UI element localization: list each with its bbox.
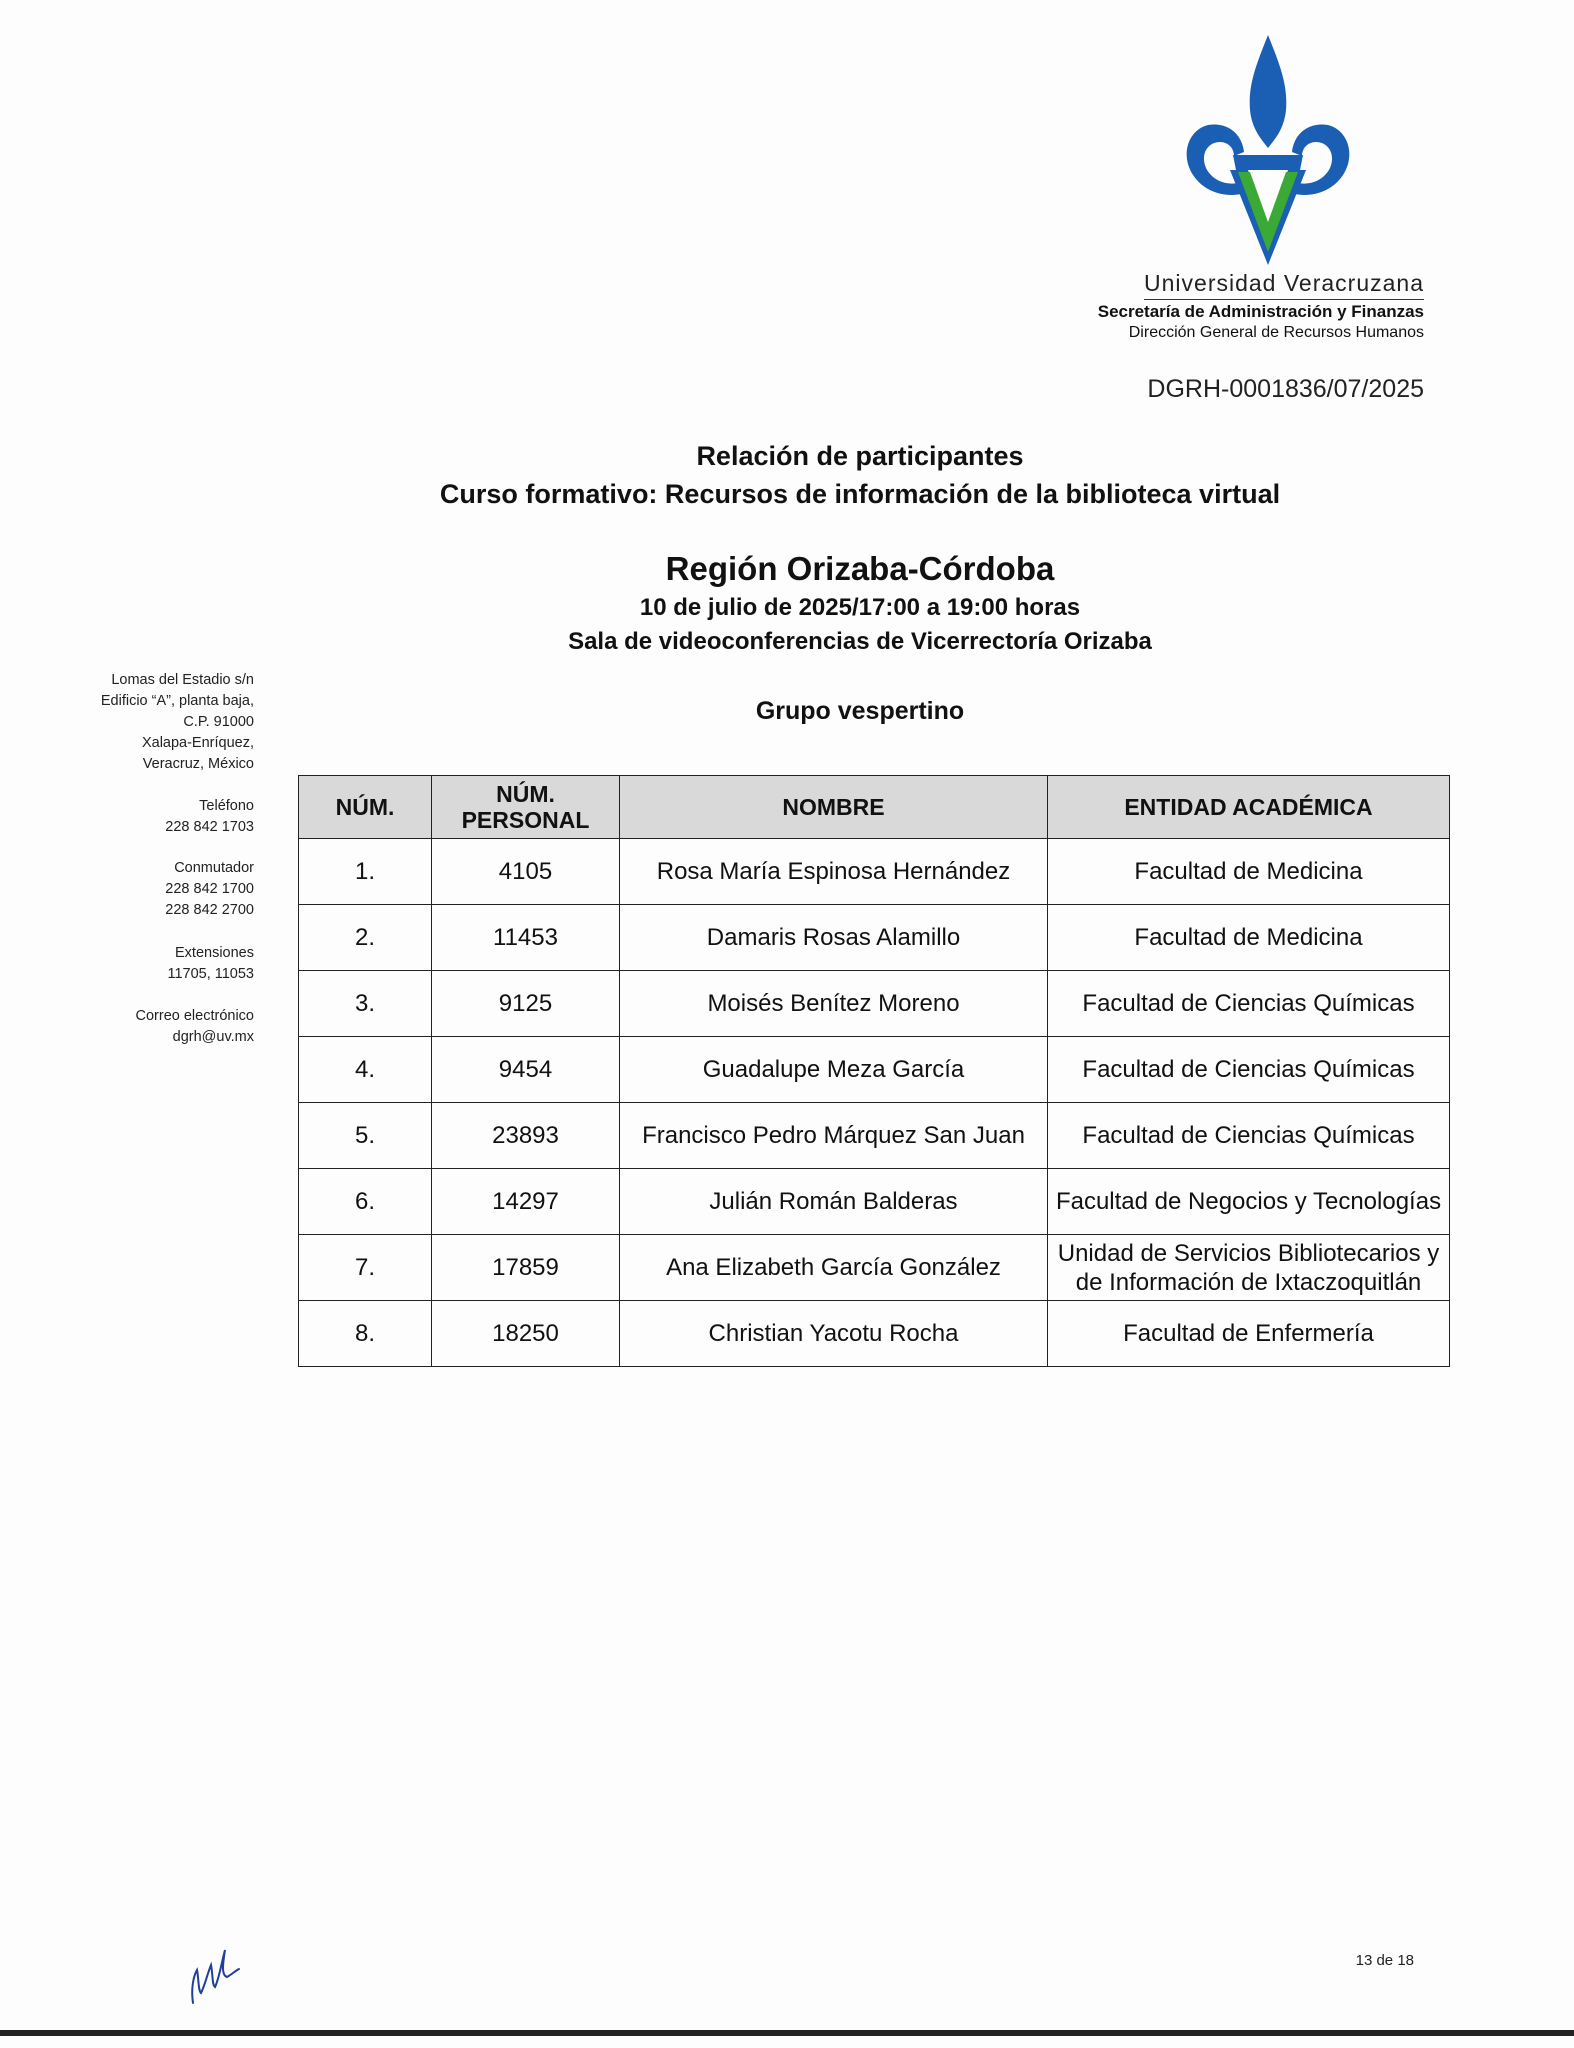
table-row xyxy=(299,1301,1450,1367)
group-title: Grupo vespertino xyxy=(755,697,965,725)
participants-table xyxy=(298,775,1450,1367)
address-line: Edificio “A”, planta baja, xyxy=(100,693,254,709)
sidebar-extensions xyxy=(167,943,254,985)
sidebar-switchboard xyxy=(165,858,254,921)
cell-entidad: Facultad de Medicina xyxy=(1048,905,1450,971)
address-line: Veracruz, México xyxy=(142,756,254,772)
switchboard-number: 228 842 1700 xyxy=(165,881,254,897)
table-row xyxy=(299,1037,1450,1103)
cell-num: 4. xyxy=(299,1037,432,1103)
table-row xyxy=(299,1169,1450,1235)
extensions-value: 11705, 11053 xyxy=(167,966,254,982)
header-nombre: NOMBRE xyxy=(620,776,1048,839)
address-line: C.P. 91000 xyxy=(183,714,254,730)
sidebar-address xyxy=(101,670,254,775)
cell-entidad: Facultad de Negocios y Tecnologías xyxy=(1048,1169,1450,1235)
cell-nombre: Francisco Pedro Márquez San Juan xyxy=(620,1103,1048,1169)
title-line-2: Curso formativo: Recursos de información de la biblioteca virtual xyxy=(439,479,1281,509)
table-row xyxy=(299,1103,1450,1169)
header-num: NÚM. xyxy=(299,776,432,839)
handwritten-initials-icon xyxy=(185,1935,245,2005)
region-title: Región Orizaba-Córdoba xyxy=(665,550,1055,587)
cell-personal: 14297 xyxy=(432,1169,620,1235)
table-row xyxy=(299,1235,1450,1301)
email-address: dgrh@uv.mx xyxy=(172,1029,254,1045)
cell-personal: 4105 xyxy=(432,839,620,905)
cell-nombre: Christian Yacotu Rocha xyxy=(620,1301,1048,1367)
cell-num: 8. xyxy=(299,1301,432,1367)
extensions-label: Extensiones xyxy=(175,945,254,961)
sidebar-email xyxy=(136,1006,254,1048)
cell-nombre: Damaris Rosas Alamillo xyxy=(620,905,1048,971)
cell-nombre: Ana Elizabeth García González xyxy=(620,1235,1048,1301)
cell-personal: 11453 xyxy=(432,905,620,971)
table-header-row xyxy=(299,776,1450,839)
secretariat-name: Secretaría de Administración y Finanzas xyxy=(1097,302,1424,321)
event-datetime: 10 de julio de 2025/17:00 a 19:00 horas xyxy=(639,594,1081,621)
cell-num: 7. xyxy=(299,1235,432,1301)
cell-nombre: Julián Román Balderas xyxy=(620,1169,1048,1235)
cell-entidad: Facultad de Ciencias Químicas xyxy=(1048,971,1450,1037)
cell-entidad: Facultad de Ciencias Químicas xyxy=(1048,1037,1450,1103)
switchboard-number: 228 842 2700 xyxy=(165,902,254,918)
cell-num: 1. xyxy=(299,839,432,905)
switchboard-label: Conmutador xyxy=(174,860,254,876)
table-row xyxy=(299,839,1450,905)
cell-num: 2. xyxy=(299,905,432,971)
address-line: Xalapa-Enríquez, xyxy=(141,735,254,751)
cell-personal: 23893 xyxy=(432,1103,620,1169)
cell-nombre: Moisés Benítez Moreno xyxy=(620,971,1048,1037)
cell-nombre: Rosa María Espinosa Hernández xyxy=(620,839,1048,905)
cell-nombre: Guadalupe Meza García xyxy=(620,1037,1048,1103)
cell-personal: 9125 xyxy=(432,971,620,1037)
cell-num: 3. xyxy=(299,971,432,1037)
cell-personal: 9454 xyxy=(432,1037,620,1103)
table-row xyxy=(299,971,1450,1037)
event-venue: Sala de videoconferencias de Vicerrectoría Orizaba xyxy=(568,628,1152,655)
bottom-rule xyxy=(0,2030,1574,2036)
document-reference: DGRH-0001836/07/2025 xyxy=(1147,375,1424,403)
title-line-1: Relación de participantes xyxy=(696,441,1024,471)
cell-entidad: Facultad de Medicina xyxy=(1048,839,1450,905)
organization-block xyxy=(1098,270,1424,342)
cell-entidad: Facultad de Enfermería xyxy=(1048,1301,1450,1367)
page-number: 13 de 18 xyxy=(1355,1952,1414,1969)
cell-personal: 18250 xyxy=(432,1301,620,1367)
header-personal: NÚM. PERSONAL xyxy=(432,776,620,839)
phone-number: 228 842 1703 xyxy=(165,819,254,835)
organization-name: Universidad Veracruzana xyxy=(1144,270,1424,300)
cell-entidad: Facultad de Ciencias Químicas xyxy=(1048,1103,1450,1169)
header-entidad: ENTIDAD ACADÉMICA xyxy=(1048,776,1450,839)
phone-label: Teléfono xyxy=(199,798,254,814)
cell-num: 5. xyxy=(299,1103,432,1169)
sidebar-phone xyxy=(165,796,254,838)
cell-entidad: Unidad de Servicios Bibliotecarios y de Información de Ixtaczoquitlán xyxy=(1048,1235,1450,1301)
cell-personal: 17859 xyxy=(432,1235,620,1301)
address-line: Lomas del Estadio s/n xyxy=(111,672,254,688)
cell-num: 6. xyxy=(299,1169,432,1235)
table-row xyxy=(299,905,1450,971)
email-label: Correo electrónico xyxy=(135,1008,254,1024)
university-logo-icon xyxy=(1178,30,1358,265)
directorate-name: Dirección General de Recursos Humanos xyxy=(1128,324,1424,341)
